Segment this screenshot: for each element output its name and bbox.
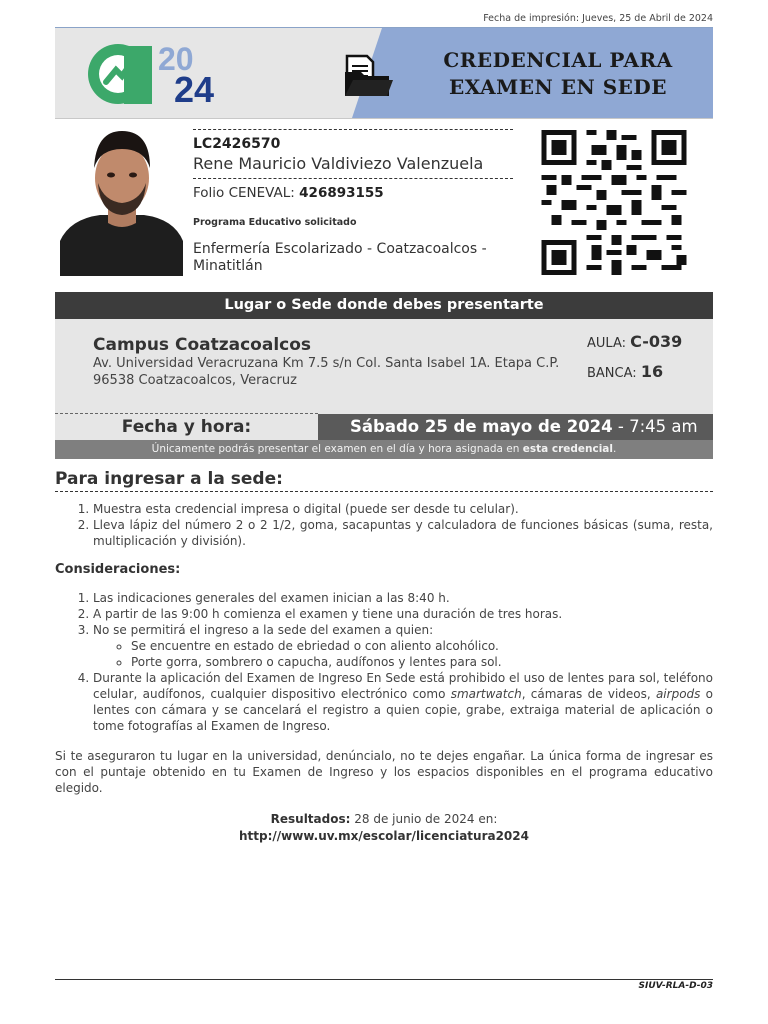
banca-info [587,362,663,381]
program-name: Enfermería Escolarizado - Coatzacoalcos - Minatitlán [193,241,487,274]
exam-time: - 7:45 am [612,417,698,436]
list-item-text: No se permitirá el ingreso a la sede del examen a quien: [93,623,434,637]
title-line-2: EXAMEN EN SEDE [449,75,667,99]
instructions-list [93,501,713,549]
applicant-photo [60,123,183,276]
aula-label: AULA: [587,336,626,351]
notice-bold: esta credencial [522,443,613,455]
folio-number: 426893155 [299,185,384,201]
smartwatch-term: smartwatch [450,687,522,701]
date-notice [55,440,713,459]
banca-label: BANCA: [587,366,637,381]
list-item-text: , cámaras de videos, [521,687,656,701]
qr-code [538,130,690,275]
results-url[interactable]: http://www.uv.mx/escolar/licenciatura2024 [239,829,529,843]
list-item: 2. Lleva lápiz del número 2 o 2 1/2, goma, sacapuntas y calculadora de funciones básicas (suma, resta, multiplicación y división). [93,517,713,549]
list-item [93,622,713,670]
exam-datetime [318,414,713,440]
uv-2024-logo [88,42,238,108]
document-folder-icon [343,52,395,100]
program-label: Programa Educativo solicitado [193,217,357,228]
list-item-text: o lentes con cámara y se cancelará el registro a quien copie, grabe, extraiga material de aplicación o tome fotografías al Examen de Ingreso. [93,687,714,733]
divider-dashed [193,129,513,130]
place-section-title: Lugar o Sede donde debes presentarte [55,292,713,319]
sub-list [131,638,713,670]
print-date: Fecha de impresión: Jueves, 25 de Abril de 2024 [483,13,713,24]
results-date: 28 de junio de 2024 en: [350,812,498,826]
divider-dashed [55,491,713,492]
campus-address: Av. Universidad Veracruzana Km 7.5 s/n Col. Santa Isabel 1A. Etapa C.P. 96538 Coatzacoalcos, Veracruz [93,356,560,388]
sub-list-item: ◦ Se encuentre en estado de ebriedad o con aliento alcohólico. [131,638,713,654]
campus-name: Campus Coatzacoalcos [93,335,312,355]
list-item-text: Durante la aplicación del Examen de Ingreso En Sede está prohibido el uso de lentes para sol, teléfono celular, audífonos, cualquier dispositivo electrónico como [93,671,713,701]
sub-list-item: ◦ Porte gorra, sombrero o capucha, audífonos y lentes para sol. [131,654,713,670]
footer-divider [55,979,713,980]
logo-year-top: 20 [158,42,194,77]
list-item [93,670,713,734]
aula-info [587,332,682,351]
logo-year-bottom: 24 [174,69,215,108]
results-info [55,811,713,845]
notice-suffix: . [613,443,617,455]
applicant-name: Rene Mauricio Valdiviezo Valenzuela [193,154,484,173]
considerations-heading: Consideraciones: [55,562,181,577]
notice-prefix: Únicamente podrás presentar el examen en el día y hora asignada en [151,443,523,455]
folio-label: Folio CENEVAL: [193,185,295,201]
applicant-id: LC2426570 [193,136,281,152]
exam-date: Sábado 25 de mayo de 2024 [350,417,613,436]
warning-note: Si te aseguraron tu lugar en la universidad, denúncialo, no te dejes engañar. La única forma de ingresar es con el puntaje obtenido en tu Examen de Ingreso y los espacios disponibles en el programa educativo elegido. [55,749,713,795]
list-item: 1. Muestra esta credencial impresa o digital (puede ser desde tu celular). [93,501,713,517]
credential-title [423,47,693,101]
folio-line [193,185,384,201]
banca-value: 16 [640,362,664,381]
date-label: Fecha y hora: [55,414,318,440]
airpods-term: airpods [655,687,701,701]
instructions-heading: Para ingresar a la sede: [55,469,283,489]
title-line-1: CREDENCIAL PARA [443,48,673,72]
divider-dashed [193,178,513,179]
header-banner [55,27,713,119]
aula-value: C-039 [630,332,683,351]
footer-code: SIUV-RLA-D-03 [638,981,713,991]
results-label: Resultados: [270,812,351,826]
list-item: 1. Las indicaciones generales del examen inician a las 8:40 h. [93,590,713,606]
considerations-list [93,590,713,734]
list-item: 2. A partir de las 9:00 h comienza el examen y tiene una duración de tres horas. [93,606,713,622]
